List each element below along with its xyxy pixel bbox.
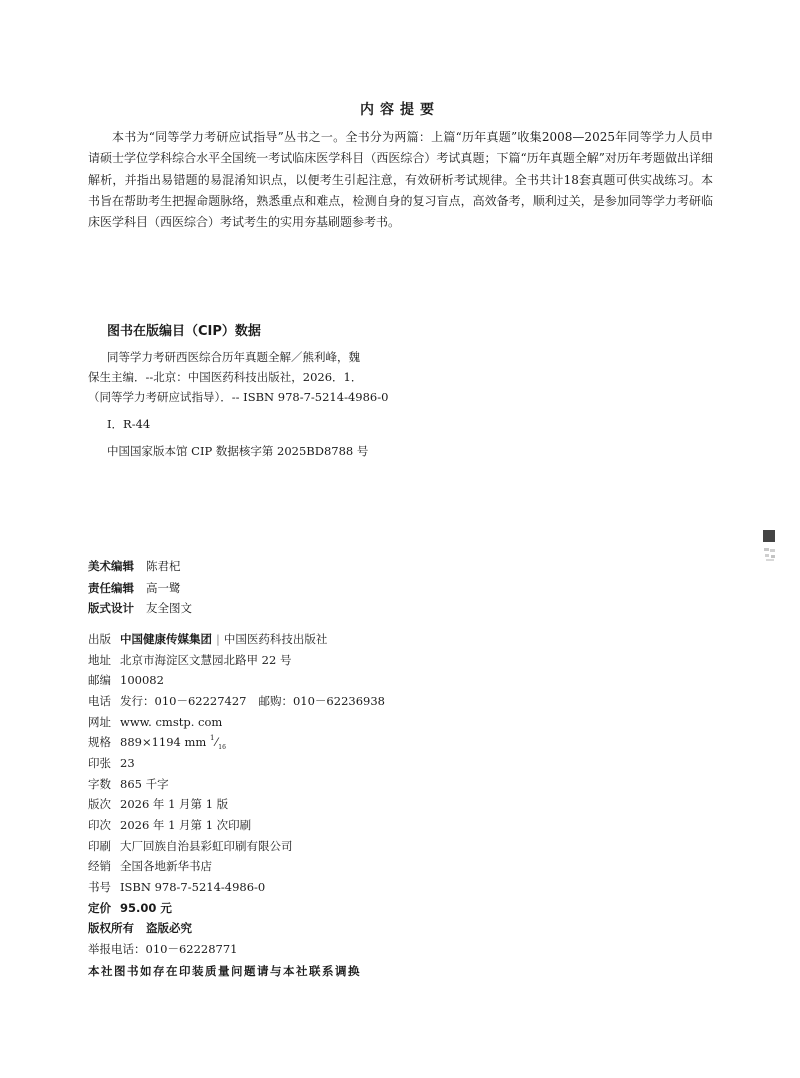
format-numerator: 1 <box>209 734 215 742</box>
staff-label: 版式设计 <box>88 601 134 615</box>
staff-row-responsible-editor <box>88 580 181 596</box>
format-denominator: 16 <box>218 744 226 751</box>
info-format <box>88 734 226 751</box>
info-value: 北京市海淀区文慧园北路甲 22 号 <box>120 653 292 667</box>
info-label: 印刷 <box>88 839 111 853</box>
info-label: 字数 <box>88 777 111 791</box>
cip-line-3: （同等学力考研应试指导）．-- ISBN 978-7-5214-4986-0 <box>88 390 389 404</box>
report-label: 举报电话： <box>88 942 146 956</box>
summary-paragraph: 本书为“同等学力考研应试指导”丛书之一。全书分为两篇：上篇“历年真题”收集2008—2025年同等学力人员申请硕士学位学科综合水平全国统一考试临床医学科目（西医综合）考试真题；下篇“历年真题全解”对历年考题做出详细解析，并指出易错题的易混淆知识点，以便考生引起注意，有效研析考试规律。全书共计18套真题可供实战练习。本书旨在帮助考生把握命题脉络，熟悉重点和难点，检测自身的复习盲点，高效备考，顺利过关，是参加同等学力考研临床医学科目（西医综合）考试考生的实用夯基刷题参考书。 <box>88 130 713 230</box>
publisher-separator: | <box>216 632 220 646</box>
info-edition <box>88 796 228 812</box>
info-label: 地址 <box>88 653 111 667</box>
cip-title: 图书在版编目（CIP）数据 <box>107 324 261 339</box>
info-address <box>88 652 291 668</box>
side-mark-smudge <box>763 547 777 563</box>
info-label: 书号 <box>88 880 111 894</box>
info-words <box>88 776 169 792</box>
info-value: www. cmstp. com <box>120 715 223 729</box>
info-value: ISBN 978-7-5214-4986-0 <box>120 880 266 894</box>
quality-notice: 本社图书如存在印装质量问题请与本社联系调换 <box>88 964 361 978</box>
info-website <box>88 714 222 730</box>
cip-classification: Ⅰ．R-44 <box>107 417 151 431</box>
info-publisher <box>88 631 327 647</box>
info-value: 2026 年 1 月第 1 次印刷 <box>120 818 252 832</box>
format-size: 889×1194 mm <box>120 735 207 749</box>
staff-row-layout-design <box>88 600 192 616</box>
cip-line-1: 同等学力考研西医综合历年真题全解／熊利峰，魏 <box>107 350 360 364</box>
info-value: 23 <box>120 756 135 770</box>
staff-value: 高一鹭 <box>146 581 181 595</box>
summary-body <box>88 127 713 233</box>
info-label: 网址 <box>88 715 111 729</box>
summary-title: 内容提要 <box>360 102 440 118</box>
cip-record: 中国国家版本馆 CIP 数据核字第 2025BD8788 号 <box>107 444 369 458</box>
staff-row-art-editor <box>88 558 181 574</box>
info-rights <box>88 920 192 936</box>
info-label: 电话 <box>88 694 111 708</box>
format-slash: ⁄ <box>215 736 218 749</box>
info-postcode <box>88 672 164 688</box>
phone-issue: 发行：010－62227427 <box>120 694 247 708</box>
info-value: 100082 <box>120 673 164 687</box>
rights-label: 版权所有 <box>88 921 134 935</box>
info-value: 95.00 元 <box>120 901 172 915</box>
info-isbn <box>88 879 265 895</box>
staff-label: 美术编辑 <box>88 559 134 573</box>
info-value: 2026 年 1 月第 1 版 <box>120 797 229 811</box>
info-value: 全国各地新华书店 <box>120 859 212 873</box>
info-distributor <box>88 858 212 874</box>
info-value: 大厂回族自治县彩虹印刷有限公司 <box>120 839 293 853</box>
staff-value: 陈君杞 <box>146 559 181 573</box>
publisher-group: 中国健康传媒集团 <box>120 632 212 646</box>
info-report <box>88 941 237 957</box>
side-mark-block <box>763 530 775 542</box>
staff-label: 责任编辑 <box>88 581 134 595</box>
staff-value: 友全图文 <box>146 601 192 615</box>
cip-line-2: 保生主编．--北京：中国医药科技出版社，2026．1． <box>88 370 363 384</box>
info-label: 规格 <box>88 735 111 749</box>
info-label: 邮编 <box>88 673 111 687</box>
info-printer <box>88 838 293 854</box>
info-label: 版次 <box>88 797 111 811</box>
info-label: 印次 <box>88 818 111 832</box>
info-label: 经销 <box>88 859 111 873</box>
info-value: 865 千字 <box>120 777 169 791</box>
info-label: 定价 <box>88 901 111 915</box>
info-label: 出版 <box>88 632 111 646</box>
info-price <box>88 900 172 916</box>
report-phone: 010－62228771 <box>145 942 238 956</box>
info-label: 印张 <box>88 756 111 770</box>
publisher-name: 中国医药科技出版社 <box>223 632 328 646</box>
info-printing <box>88 817 251 833</box>
info-sheets <box>88 755 135 771</box>
phone-mail: 邮购：010－62236938 <box>258 694 385 708</box>
rights-value: 盗版必究 <box>146 921 192 935</box>
side-mark <box>763 530 779 567</box>
info-phone <box>88 693 385 709</box>
